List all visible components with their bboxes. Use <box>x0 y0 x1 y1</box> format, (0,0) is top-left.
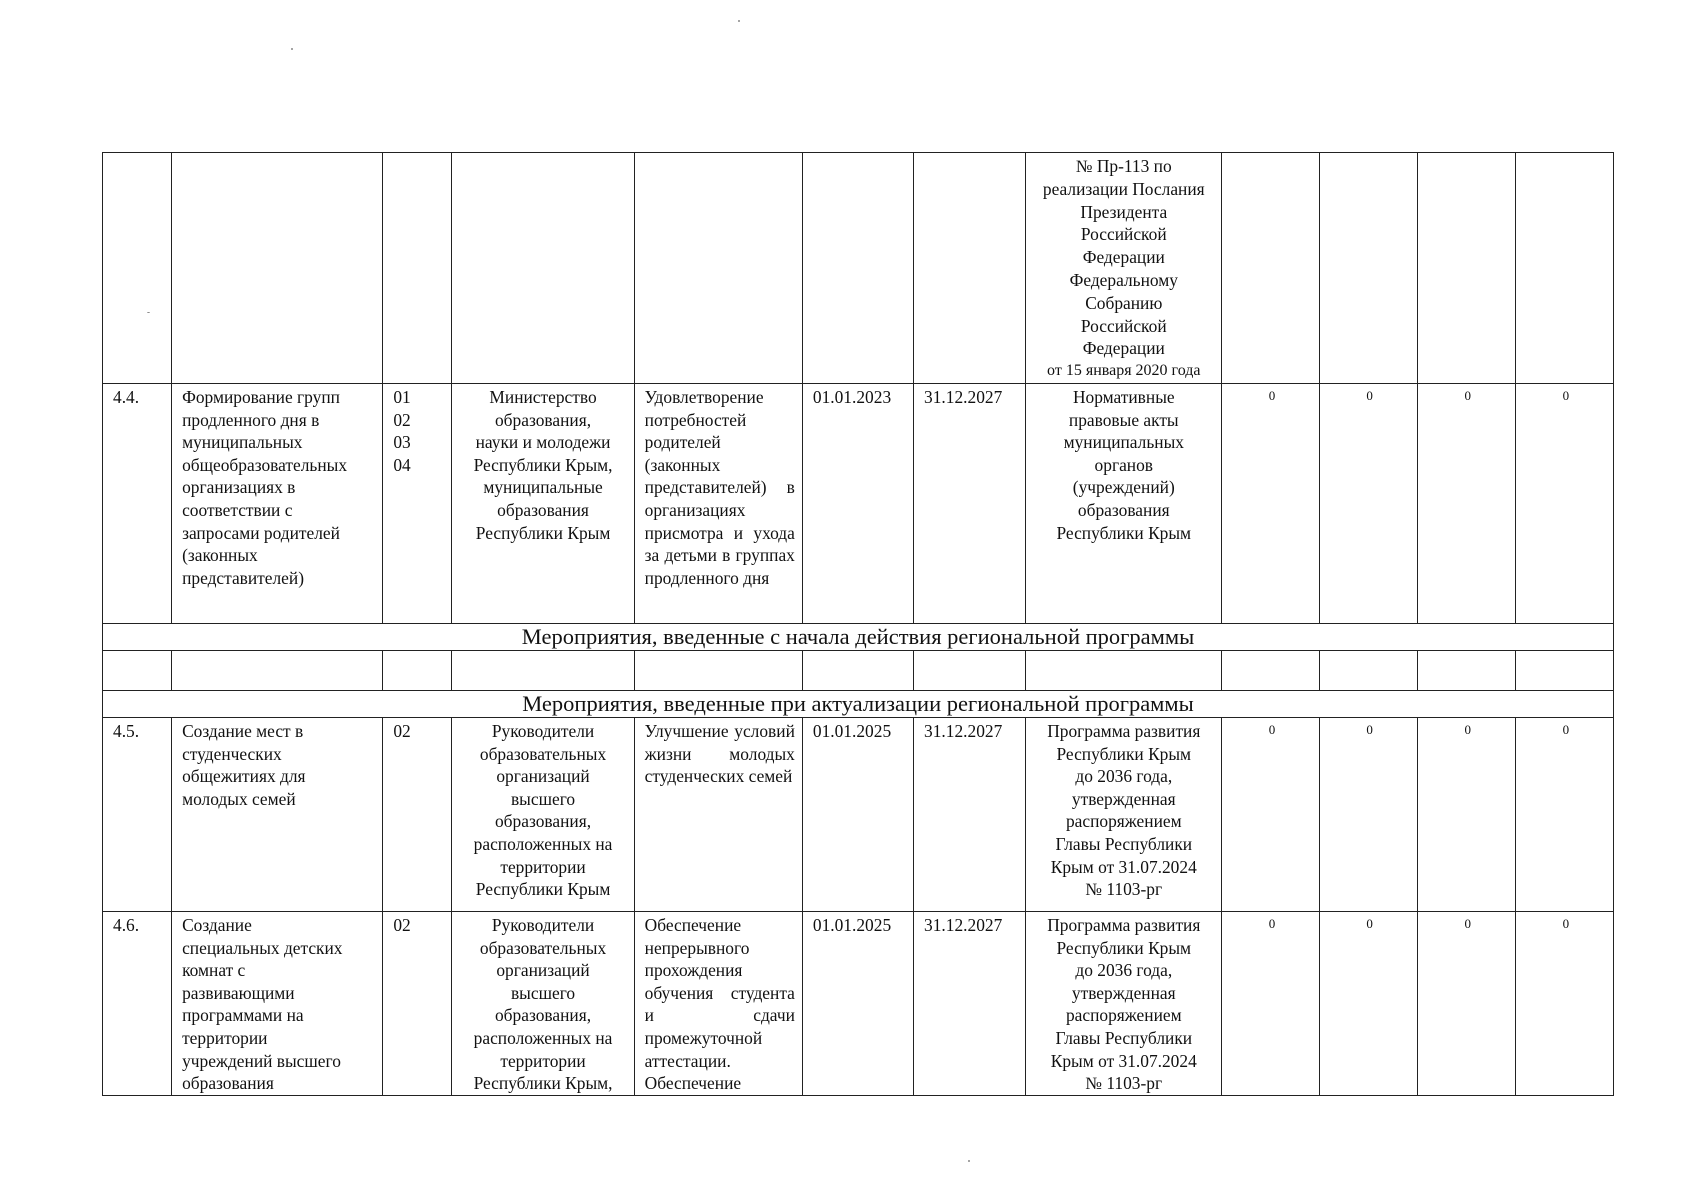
end-date: 31.12.2027 <box>914 911 1026 1095</box>
value-3: 0 <box>1417 383 1515 623</box>
basis-line: Российской <box>1080 224 1167 245</box>
activity-name: Создание специальных детских комнат с развивающими программами на территории учреждений высшего образования <box>172 911 383 1095</box>
basis-line: Собранию <box>1085 292 1163 313</box>
table-row-continuation <box>103 153 1614 384</box>
table-row-4-6 <box>103 911 1614 1095</box>
basis-line: № Пр-113 по <box>1075 156 1172 176</box>
scan-speck <box>291 48 293 50</box>
basis-text <box>1030 155 1217 360</box>
value-4: 0 <box>1515 383 1613 623</box>
empty-cell <box>452 153 634 384</box>
basis: Программа развития Республики Крым до 2036 года, утвержденная распоряжением Главы Республики Крым от 31.07.2024 № 1103-рг <box>1026 717 1222 911</box>
empty-cell <box>914 153 1026 384</box>
row-number: 4.5. <box>103 717 172 911</box>
section-row <box>103 623 1614 650</box>
basis-line: Российской <box>1080 315 1167 336</box>
empty-cell <box>914 650 1026 690</box>
activity-name: Создание мест в студенческих общежитиях для молодых семей <box>172 717 383 911</box>
value-4: 0 <box>1515 717 1613 911</box>
end-date: 31.12.2027 <box>914 383 1026 623</box>
empty-cell <box>1222 650 1319 690</box>
empty-cell <box>802 650 913 690</box>
empty-cell <box>634 650 802 690</box>
empty-cell <box>172 153 383 384</box>
scan-speck <box>147 312 150 313</box>
row-number: 4.6. <box>103 911 172 1095</box>
codes: 01 02 03 04 <box>383 383 452 623</box>
empty-cell <box>172 650 383 690</box>
expected-result: Улучшение условий жизни молодых студенческих семей <box>634 717 802 911</box>
empty-cell <box>1417 153 1515 384</box>
table-row-4-5 <box>103 717 1614 911</box>
basis: Программа развития Республики Крым до 2036 года, утвержденная распоряжением Главы Республики Крым от 31.07.2024 № 1103-рг <box>1026 911 1222 1095</box>
executor: Министерство образования, науки и молодежи Республики Крым, муниципальные образования Республики Крым <box>452 383 634 623</box>
start-date: 01.01.2025 <box>802 717 913 911</box>
start-date: 01.01.2023 <box>802 383 913 623</box>
empty-cell <box>634 153 802 384</box>
value-4: 0 <box>1515 911 1613 1095</box>
codes: 02 <box>383 911 452 1095</box>
empty-cell <box>802 153 913 384</box>
value-2: 0 <box>1319 717 1417 911</box>
basis-line: Федерации <box>1082 338 1165 359</box>
value-3: 0 <box>1417 717 1515 911</box>
value-1: 0 <box>1222 717 1319 911</box>
activities-table <box>102 152 1614 1096</box>
value-1: 0 <box>1222 911 1319 1095</box>
value-3: 0 <box>1417 911 1515 1095</box>
basis: Нормативные правовые акты муниципальных органов (учреждений) образования Республики Крым <box>1026 383 1222 623</box>
expected-result: Обеспечение непрерывного прохождения обучения студента и сдачи промежуточной аттестации. Обеспечение <box>634 911 802 1095</box>
scan-speck <box>738 20 740 22</box>
basis-last-line: от 15 января 2020 года <box>1047 362 1201 380</box>
value-2: 0 <box>1319 911 1417 1095</box>
empty-cell <box>103 650 172 690</box>
empty-cell <box>1515 650 1613 690</box>
empty-cell <box>1222 153 1319 384</box>
empty-cell <box>452 650 634 690</box>
start-date: 01.01.2025 <box>802 911 913 1095</box>
expected-result: Удовлетворение потребностей родителей (законных представителей) в организациях присмотра и ухода за детьми в группах продленного дня <box>634 383 802 623</box>
empty-cell <box>1026 650 1222 690</box>
empty-cell <box>1417 650 1515 690</box>
basis-line: реализации Послания <box>1042 178 1205 199</box>
basis-line: Федеральному <box>1069 269 1178 290</box>
executor: Руководители образовательных организаций высшего образования, расположенных на территории Республики Крым <box>452 717 634 911</box>
empty-cell <box>1319 153 1417 384</box>
empty-cell <box>383 650 452 690</box>
end-date: 31.12.2027 <box>914 717 1026 911</box>
section-row <box>103 690 1614 717</box>
executor: Руководители образовательных организаций высшего образования, расположенных на территории Республики Крым, <box>452 911 634 1095</box>
row-number: 4.4. <box>103 383 172 623</box>
basis-line: Федерации <box>1082 247 1165 268</box>
table-row-4-4 <box>103 383 1614 623</box>
basis-cell-continuation <box>1026 153 1222 384</box>
value-1: 0 <box>1222 383 1319 623</box>
empty-cell <box>103 153 172 384</box>
codes: 02 <box>383 717 452 911</box>
section-heading: Мероприятия, введенные с начала действия региональной программы <box>103 623 1614 650</box>
basis-line: Президента <box>1080 201 1168 222</box>
value-2: 0 <box>1319 383 1417 623</box>
empty-cell <box>1515 153 1613 384</box>
empty-cell <box>1319 650 1417 690</box>
scan-speck <box>968 1160 970 1162</box>
section-heading: Мероприятия, введенные при актуализации региональной программы <box>103 690 1614 717</box>
activity-name: Формирование групп продленного дня в муниципальных общеобразовательных организациях в соответствии с запросами родителей (законных представителей) <box>172 383 383 623</box>
table-row-empty <box>103 650 1614 690</box>
empty-cell <box>383 153 452 384</box>
